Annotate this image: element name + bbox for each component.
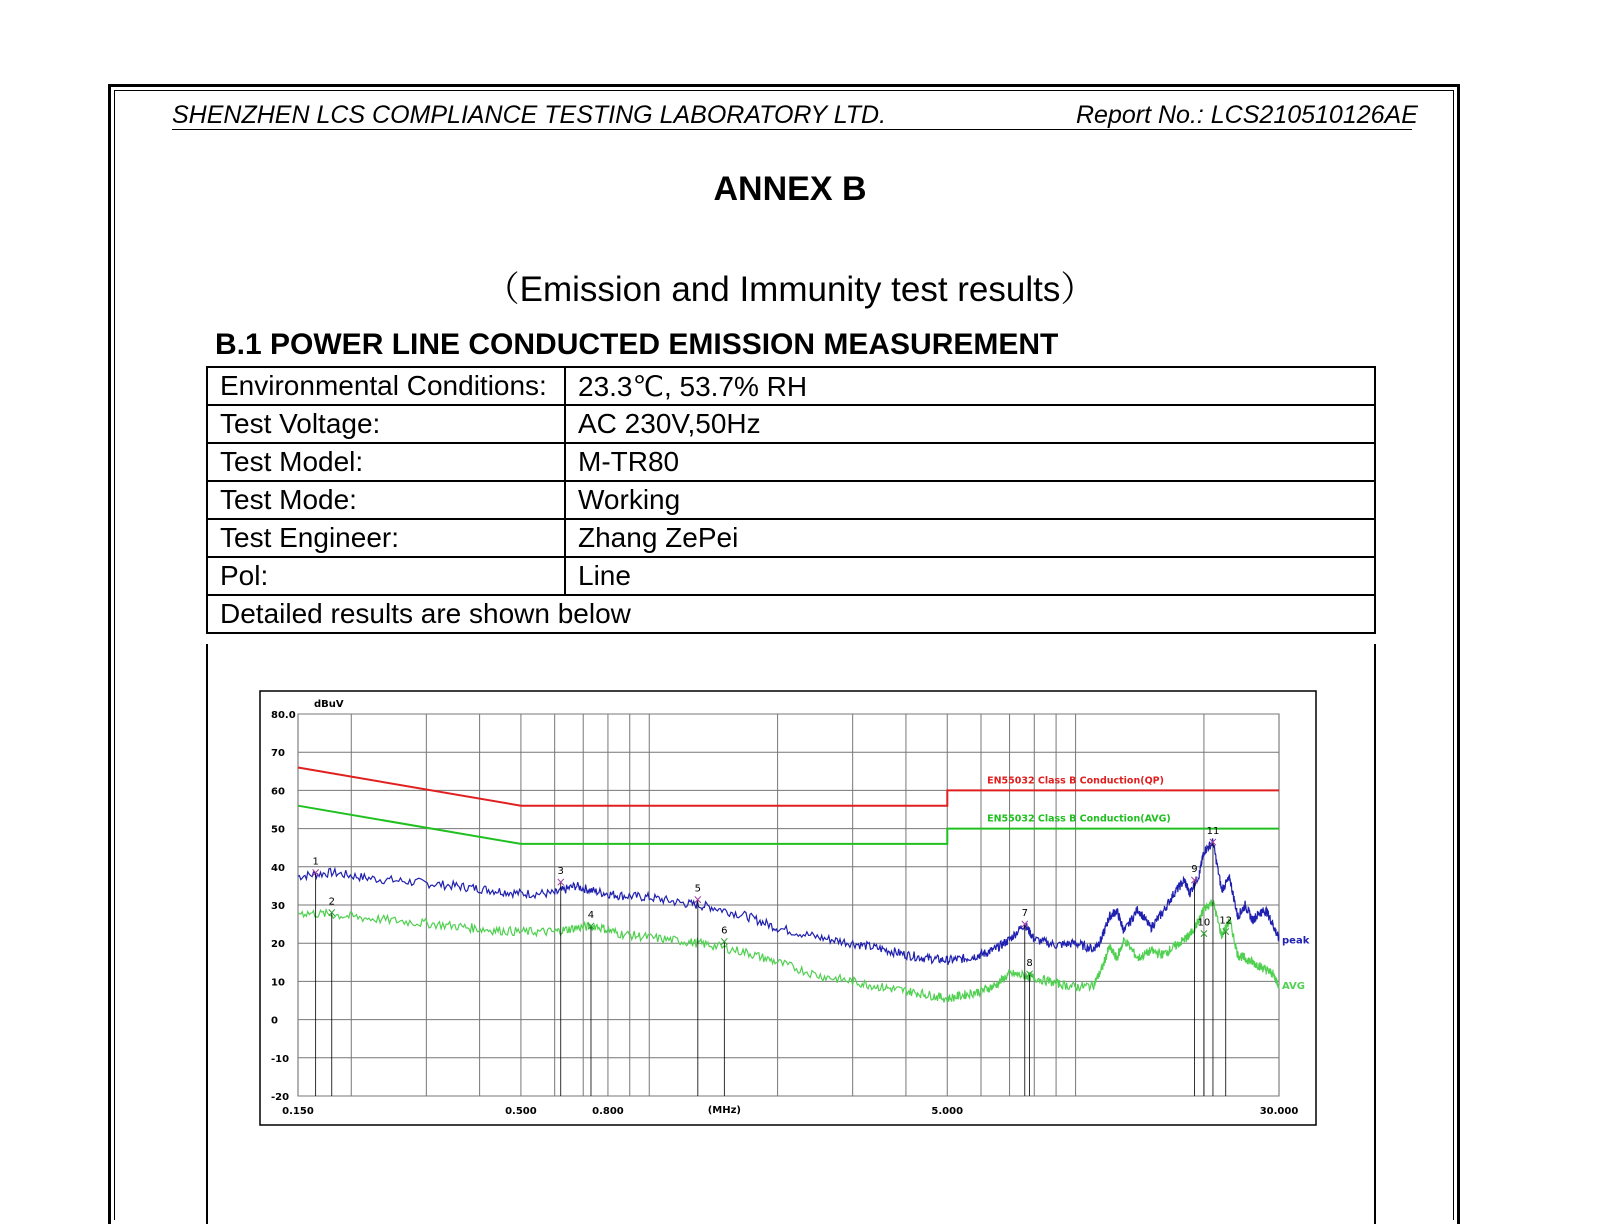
y-tick-label: 60: [271, 786, 285, 798]
limit-line-label: EN55032 Class B Conduction(QP): [987, 775, 1164, 787]
y-tick-label: -20: [271, 1092, 290, 1103]
marker-label: 8: [1026, 957, 1033, 969]
y-tick-label: 0: [271, 1015, 278, 1027]
marker-cross: ×: [1024, 966, 1035, 981]
marker-label: 12: [1219, 915, 1233, 927]
annex-title: ANNEX B: [713, 170, 867, 208]
section-title: B.1 POWER LINE CONDUCTED EMISSION MEASUREMENT: [215, 328, 1059, 361]
series-label: AVG: [1282, 981, 1306, 993]
condition-label: Test Voltage:: [207, 405, 565, 443]
y-tick-label: -10: [271, 1053, 290, 1065]
chart-border: [260, 691, 1316, 1125]
marker-label: 11: [1206, 825, 1220, 837]
condition-label: Pol:: [207, 557, 565, 595]
marker-cross: ×: [1220, 924, 1231, 939]
marker-cross: ×: [719, 934, 730, 949]
condition-label: Test Mode:: [207, 481, 565, 519]
x-tick-label: 30.000: [1259, 1106, 1299, 1117]
marker-label: 2: [328, 896, 335, 908]
condition-value: Working: [565, 481, 1375, 519]
x-tick-label: 0.800: [592, 1106, 624, 1117]
condition-label: Test Engineer:: [207, 519, 565, 557]
marker-cross: ×: [555, 875, 566, 890]
marker-label: 10: [1197, 917, 1211, 929]
marker-cross: ×: [1207, 834, 1218, 849]
y-tick-label: 10: [271, 977, 285, 989]
marker-label: 5: [694, 883, 702, 895]
x-tick-label: 0.150: [282, 1106, 314, 1117]
annex-subtitle: （Emission and Immunity test results）: [484, 270, 1096, 309]
marker-cross: ×: [326, 905, 337, 920]
y-tick-label: 40: [271, 862, 285, 874]
marker-label: 9: [1191, 864, 1198, 876]
condition-value: 23.3℃, 53.7% RH: [565, 367, 1375, 405]
marker-cross: ×: [1189, 873, 1200, 888]
marker-label: 4: [587, 910, 595, 922]
marker-cross: ×: [692, 892, 703, 907]
limit-line-label: EN55032 Class B Conduction(AVG): [987, 813, 1171, 825]
y-tick-label: 50: [271, 824, 285, 836]
x-unit-label: (MHz): [707, 1105, 741, 1116]
y-tick-label: 30: [271, 901, 285, 912]
x-tick-label: 5.000: [931, 1106, 964, 1117]
y-tick-label: 70: [271, 748, 285, 760]
condition-value: Zhang ZePei: [565, 519, 1375, 557]
condition-label: Environmental Conditions:: [207, 367, 565, 405]
marker-cross: ×: [585, 919, 597, 934]
marker-label: 7: [1021, 908, 1028, 920]
condition-value: AC 230V,50Hz: [565, 405, 1375, 443]
condition-value: M-TR80: [565, 443, 1375, 481]
marker-cross: ×: [1198, 926, 1209, 941]
x-tick-label: 0.500: [505, 1106, 537, 1117]
lab-name: SHENZHEN LCS COMPLIANCE TESTING LABORATORY LTD.: [172, 101, 887, 129]
marker-cross: ×: [1019, 917, 1030, 932]
marker-cross: ×: [310, 865, 321, 880]
y-tick-label: 20: [271, 939, 285, 951]
marker-label: 1: [312, 856, 319, 868]
condition-value: Line: [565, 557, 1375, 595]
y-tick-label: 80.0: [271, 710, 296, 721]
condition-label: Test Model:: [207, 443, 565, 481]
marker-label: 3: [557, 866, 564, 878]
series-label: peak: [1282, 935, 1310, 947]
y-unit-label: dBuV: [314, 699, 344, 710]
detail-note: Detailed results are shown below: [207, 595, 1375, 633]
report-number: Report No.: LCS210510126AE: [1076, 101, 1418, 129]
marker-label: 6: [721, 925, 728, 937]
